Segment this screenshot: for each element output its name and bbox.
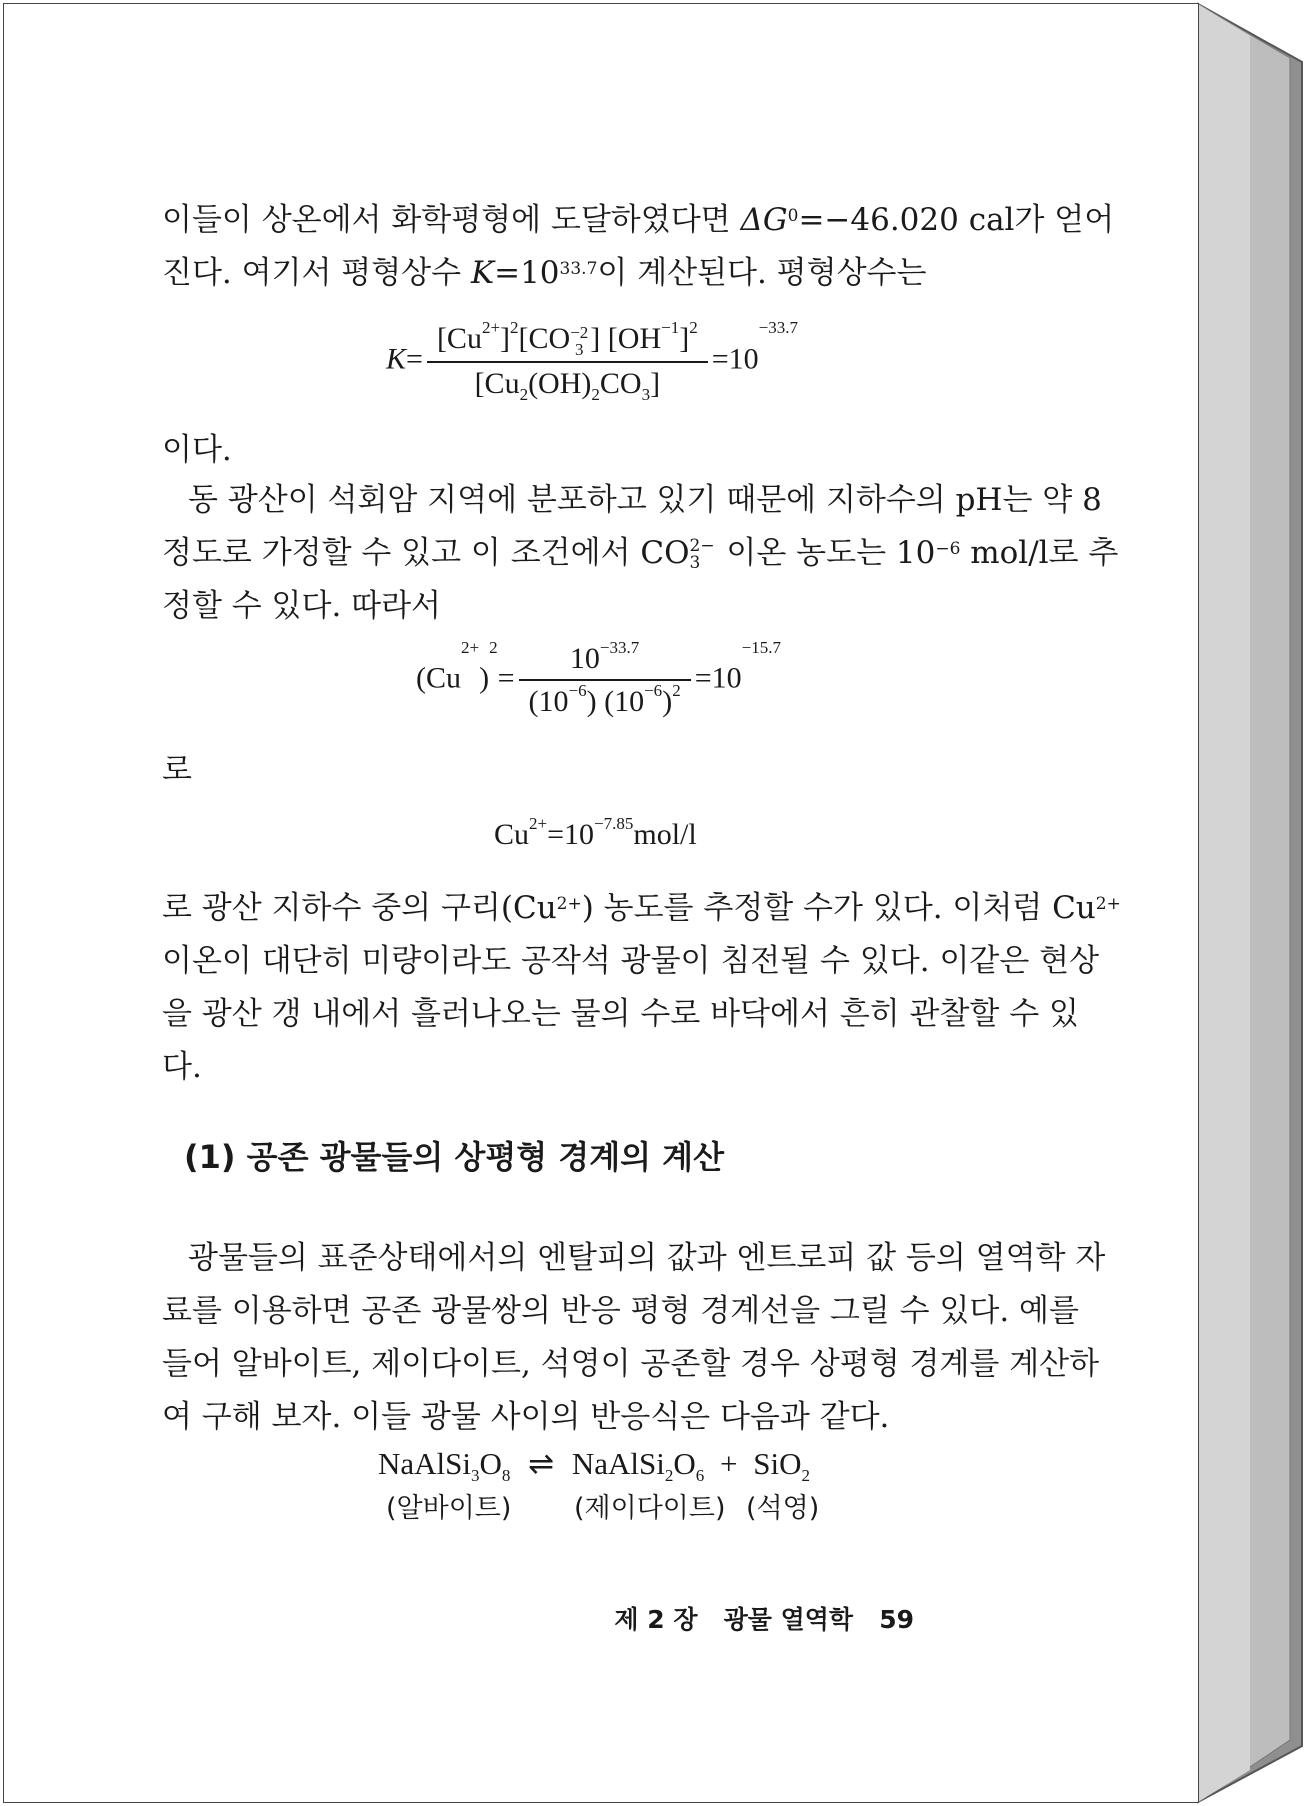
para3-line4: 다. bbox=[162, 1049, 202, 1085]
text-run: ) 농도를 추정할 수가 있다. 이처럼 Cu bbox=[581, 890, 1096, 926]
eq-fraction bbox=[427, 318, 708, 405]
delta-g-value: =−46.020 cal가 얻어 bbox=[798, 202, 1115, 238]
para2-line3: 정할 수 있다. 따라서 bbox=[162, 588, 441, 624]
eq-denominator: $[Cu_2(OH)_2CO_3]$ bbox=[474, 367, 661, 405]
eq-sign: = bbox=[406, 342, 423, 376]
reaction-formula-row bbox=[378, 1446, 810, 1486]
after-eq1-text: 이다. bbox=[162, 432, 232, 468]
eq-numerator: $[Cu^{2+}]^2[CO$ −2 3 ] $[OH^{-1}]^2$ bbox=[427, 322, 708, 363]
albite-label: (알바이트) bbox=[386, 1493, 512, 1524]
jadeite-label: (제이다이트) bbox=[574, 1493, 726, 1524]
para3-line2: 이온이 대단히 미량이라도 공작석 광물이 침전될 수 있다. 이같은 현상 bbox=[162, 943, 1100, 979]
para4-line4: 여 구해 보자. 이들 광물 사이의 반응식은 다음과 같다. bbox=[162, 1399, 890, 1435]
chapter-label: 제 2 장 bbox=[614, 1605, 698, 1634]
plus-sign: + bbox=[720, 1446, 738, 1481]
para1-line1 bbox=[162, 194, 1115, 247]
para1-line2 bbox=[162, 247, 1047, 300]
albite-formula: $NaAlSi_3O_8$ bbox=[378, 1446, 511, 1485]
reaction-label-row bbox=[378, 1486, 820, 1526]
text-run: 이 계산된다. 평형상수는 bbox=[597, 255, 927, 291]
quartz-label: (석영) bbox=[746, 1493, 820, 1524]
exponent: 33.7 bbox=[559, 259, 598, 279]
book-page bbox=[4, 4, 1198, 1802]
text-run: 정도로 가정할 수 있고 이 조건에서 CO bbox=[162, 535, 690, 571]
text-run: 이온 농도는 10 bbox=[716, 535, 936, 571]
equation-copper-concentration-squared: $(Cu^{2+})^2=$ $\frac{10^{-33.7}}{(10^{-6}) (10^{-6})^2}$ $=10^{-15.7}$ bbox=[416, 638, 781, 718]
k-symbol: K bbox=[470, 255, 495, 291]
charge: 2+ bbox=[1095, 894, 1121, 914]
exponent: −33.7 bbox=[758, 318, 798, 337]
charge: 2+ bbox=[556, 894, 582, 914]
text-run: mol/l로 추 bbox=[960, 535, 1119, 571]
book-page-edge-inner bbox=[1198, 4, 1250, 1802]
text-run: 로 광산 지하수 중의 구리(Cu bbox=[162, 890, 557, 926]
eq-sign: = bbox=[497, 661, 515, 695]
superscript: 0 bbox=[787, 206, 799, 226]
para3-line1 bbox=[162, 882, 1121, 935]
equation-equilibrium-constant bbox=[386, 318, 798, 405]
section-heading: (1) 공존 광물들의 상평형 경계의 계산 bbox=[184, 1138, 724, 1176]
after-eq2-text: 로 bbox=[162, 752, 192, 788]
exponent: −6 bbox=[935, 539, 961, 559]
eq-numerator: $10^{-33.7}$ bbox=[519, 642, 691, 681]
para3-line3: 을 광산 갱 내에서 흘러나오는 물의 수로 바닥에서 흔히 관찰할 수 있 bbox=[162, 996, 1079, 1032]
page-number: 59 bbox=[879, 1605, 914, 1634]
charge-and-subscript: 2− 3 bbox=[689, 535, 715, 573]
eq-lhs: K bbox=[386, 342, 407, 376]
quartz-formula: SiO$_2$ bbox=[753, 1446, 810, 1485]
equilibrium-arrow-icon: ⇌ bbox=[528, 1446, 555, 1481]
chapter-title: 광물 열역학 bbox=[723, 1605, 854, 1634]
para4-line3: 들어 알바이트, 제이다이트, 석영이 공존할 경우 상평형 경계를 계산하 bbox=[162, 1346, 1100, 1382]
eq-fraction bbox=[519, 638, 691, 719]
jadeite-formula: $NaAlSi_2O_6$ bbox=[571, 1446, 705, 1485]
delta-g-symbol: ΔG bbox=[740, 202, 788, 238]
para2-line1: 동 광산이 석회암 지역에 분포하고 있기 때문에 지하수의 pH는 약 8 bbox=[188, 482, 1102, 518]
k-value: =10 bbox=[494, 255, 560, 291]
eq-rhs: =10 bbox=[711, 342, 759, 376]
page-footer bbox=[614, 1600, 914, 1636]
eq-denominator: $(10^{-6})$ $(10^{-6})^2$ bbox=[528, 681, 681, 718]
eq-rhs: =10 bbox=[694, 661, 742, 695]
exponent: −15.7 bbox=[741, 638, 781, 657]
text-run: 진다. 여기서 평형상수 bbox=[162, 255, 471, 291]
text-run: 이들이 상온에서 화학평형에 도달하였다면 bbox=[162, 202, 741, 238]
reaction-equation bbox=[378, 1446, 820, 1526]
para4-line1: 광물들의 표준상태에서의 엔탈피의 값과 엔트로피 값 등의 열역학 자 bbox=[188, 1240, 1106, 1276]
equation-copper-concentration: $Cu^{2+}=10^{-7.85}mol/l$ bbox=[494, 814, 697, 851]
para4-line2: 료를 이용하면 공존 광물쌍의 반응 평형 경계선을 그릴 수 있다. 예를 bbox=[162, 1293, 1079, 1329]
para2-line2 bbox=[162, 527, 1119, 580]
